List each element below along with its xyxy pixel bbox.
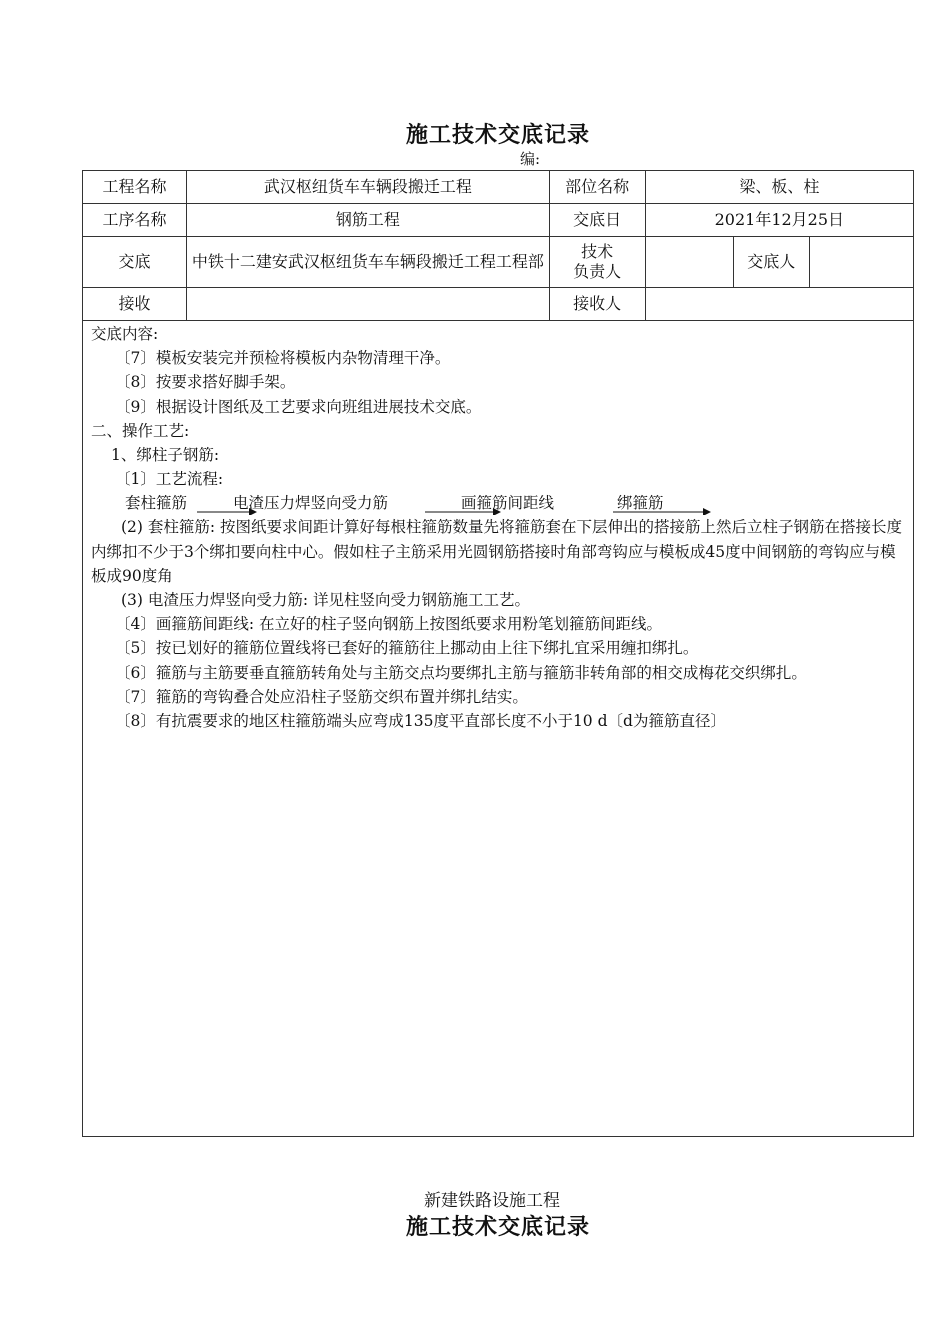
flow-step: 绑箍筋 (617, 494, 664, 513)
flow-step: 画箍筋间距线 (461, 494, 555, 513)
section-2-heading: 二、操作工艺: (91, 421, 190, 440)
handover-date-value: 2021年12月25日 (645, 204, 913, 237)
receiver-label: 接收人 (549, 288, 645, 321)
arrow-right-icon (703, 508, 711, 515)
paragraph-7: 〔7〕箍筋的弯钩叠合处应沿柱子竖筋交织布置并绑扎结实。 (115, 687, 528, 706)
process-flow (91, 491, 905, 515)
project-name-label: 工程名称 (83, 171, 187, 204)
paragraph-5: 〔5〕按已划好的箍筋位置线将已套好的箍筋往上挪动由上往下绑扎宜采用缠扣绑扎。 (115, 639, 699, 658)
tech-lead-label (549, 237, 645, 288)
location-label: 部位名称 (549, 171, 645, 204)
handover-unit-value: 中铁十二建安武汉枢纽货车车辆段搬迁工程工程部 (187, 237, 549, 288)
flow-label: 〔1〕工艺流程: (115, 470, 224, 489)
paragraph-8: 〔8〕有抗震要求的地区柱箍筋端头应弯成135度平直部长度不小于10 d〔d为箍筋直径〕 (115, 712, 726, 731)
handover-label: 交底 (83, 237, 187, 288)
flow-step: 套柱箍筋 (125, 494, 188, 513)
handover-person-value (809, 237, 913, 288)
header-table (82, 170, 914, 321)
paragraph-4: 〔4〕画箍筋间距线: 在立好的柱子竖向钢筋上按图纸要求用粉笔划箍筋间距线。 (115, 615, 663, 634)
table-row (83, 288, 914, 321)
handover-person-label: 交底人 (733, 237, 809, 288)
tech-lead-label-line2: 负责人 (573, 262, 622, 281)
flow-step: 电渣压力焊竖向受力筋 (233, 494, 389, 513)
footer-title: 施工技术交底记录 (405, 1214, 590, 1240)
process-name-value: 钢筋工程 (187, 204, 549, 237)
process-name-label: 工序名称 (83, 204, 187, 237)
item-7: 〔7〕模板安装完并预检将模板内杂物清理干净。 (115, 349, 451, 368)
item-8: 〔8〕按要求搭好脚手架。 (115, 373, 296, 392)
receiver-value (645, 288, 913, 321)
tech-lead-value (645, 237, 733, 288)
receive-label: 接收 (83, 288, 187, 321)
paragraph-3: (3) 电渣压力焊竖向受力筋: 详见柱竖向受力钢筋施工工艺。 (121, 591, 531, 610)
item-9: 〔9〕根据设计图纸及工艺要求向班组进展技术交底。 (115, 397, 482, 416)
table-row (83, 204, 914, 237)
subsection-1-heading: 1、绑柱子钢筋: (111, 446, 220, 465)
document-title: 施工技术交底记录 (405, 122, 590, 148)
project-name-value: 武汉枢纽货车车辆段搬迁工程 (187, 171, 549, 204)
paragraph-6: 〔6〕箍筋与主筋要垂直箍筋转角处与主筋交点均要绑扎主筋与箍筋非转角部的相交成梅花交织绑扎。 (115, 663, 807, 682)
compiler-label: 编: (520, 150, 541, 168)
paragraph-2: (2) 套柱箍筋: 按图纸要求间距计算好每根柱箍筋数量先将箍筋套在下层伸出的搭接筋上然后立柱子钢筋在搭接长度内绑扣不少于3个绑扣要向柱中心。假如柱子主筋采用光圆钢筋搭接时角部弯钩应与模板成45度中间钢筋的弯钩应与模板成90度角 (91, 518, 903, 585)
receive-value (187, 288, 549, 321)
table-row (83, 237, 914, 288)
handover-date-label: 交底日 (549, 204, 645, 237)
content-box (82, 320, 914, 1137)
table-row (83, 171, 914, 204)
content-heading: 交底内容: (91, 325, 159, 343)
location-value: 梁、板、柱 (645, 171, 913, 204)
footer-project-line: 新建铁路设施工程 (424, 1191, 560, 1211)
tech-lead-label-line1: 技术 (581, 242, 614, 261)
